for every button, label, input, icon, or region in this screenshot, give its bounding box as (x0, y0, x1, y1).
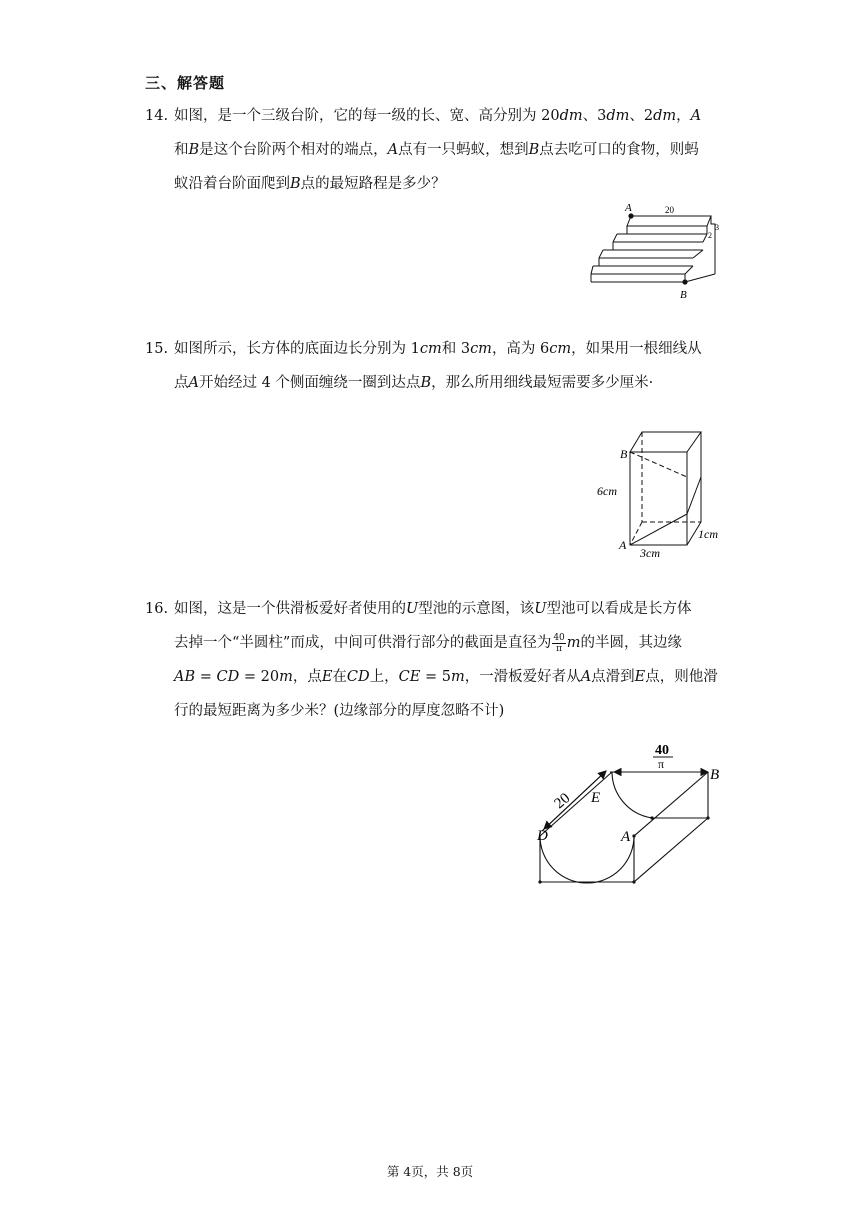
question-15 (145, 332, 725, 400)
question-14 (145, 99, 725, 201)
height-label: 6cm (597, 484, 617, 498)
question-line-2: 点A开始经过 4 个侧面缠绕一圈到达点B，那么所用细线最短需要多少厘米· (174, 375, 654, 391)
question-line-1: 如图，这是一个供滑板爱好者使用的U型池的示意图，该U型池可以看成是长方体 (174, 601, 692, 617)
width-label: 3 (715, 223, 719, 232)
u-pool-figure (528, 738, 728, 888)
question-number: 15. (145, 341, 169, 357)
length-label: 20 (551, 790, 574, 813)
cuboid-figure (592, 425, 732, 565)
question-line-2: 去掉一个“半圆柱”而成，中间可供滑行部分的截面是直径为 $\frac{40}{\pi}$ m的半圆，其边缘 (174, 632, 683, 654)
point-a-label: A (625, 202, 632, 214)
question-line-4: 行的最短距离为多少米？(边缘部分的厚度忽略不计) (174, 703, 505, 719)
height-label: 2 (708, 231, 712, 240)
question-line-1: 如图，是一个三级台阶，它的每一级的长、宽、高分别为 20dm、3dm、2dm，A (174, 108, 702, 124)
staircase-figure (585, 200, 730, 305)
question-number: 16. (145, 601, 169, 617)
point-a-label: A (621, 829, 631, 845)
page-footer: 第 4页，共 8页 (386, 1164, 474, 1179)
width-label: 1cm (698, 527, 718, 541)
fraction: $\frac{40}{\pi}$ (553, 632, 565, 654)
section-title: 三、解答题 (145, 74, 226, 92)
length-label: 3cm (640, 546, 660, 560)
point-d-label: D (537, 828, 548, 844)
question-line-3: AB = CD = 20m，点E在CD上，CE = 5m，一滑板爱好者从A点滑到E点，则他滑 (174, 669, 718, 685)
point-e-label: E (591, 790, 601, 806)
point-b-label: B (620, 447, 628, 461)
length-label: 20 (665, 205, 674, 215)
question-line-2: 和B是这个台阶两个相对的端点，A点有一只蚂蚁，想到B点去吃可口的食物，则蚂 (174, 142, 699, 158)
question-number: 14. (145, 108, 169, 124)
question-line-1: 如图所示，长方体的底面边长分别为 1cm和 3cm，高为 6cm，如果用一根细线从 (174, 341, 702, 357)
question-16 (145, 592, 725, 728)
diameter-numerator: 40 (655, 743, 669, 758)
question-line-3: 蚁沿着台阶面爬到B点的最短路程是多少？ (174, 176, 446, 192)
point-b-label: B (710, 767, 720, 783)
point-a-label: A (619, 538, 627, 552)
diameter-denominator: π (658, 757, 665, 771)
point-b-label: B (680, 289, 687, 301)
